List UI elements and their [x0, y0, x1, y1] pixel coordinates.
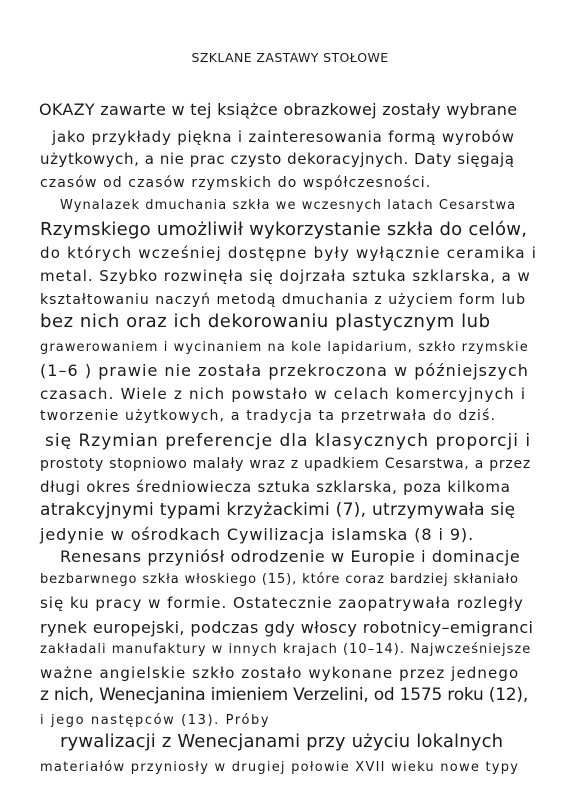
text-line: Wynalazek dmuchania szkła we wczesnych latach Cesarstwa — [60, 198, 517, 213]
text-line: czasów od czasów rzymskich do współczesności. — [40, 175, 432, 191]
text-line: prostoty stopniowo malały wraz z upadkiem Cesarstwa, a przez — [40, 456, 531, 472]
text-line: bezbarwnego szkła włoskiego (15), które coraz bardziej skłaniało — [40, 572, 519, 587]
text-line: Rzymskiego umożliwił wykorzystanie szkła do celów, — [40, 219, 528, 240]
text-line: materiałów przyniosły w drugiej połowie XVII wieku nowe typy — [40, 760, 520, 775]
text-line: grawerowaniem i wycinaniem na kole lapidarium, szkło rzymskie — [40, 340, 529, 355]
text-line: do których wcześniej dostępne były wyłącznie ceramika i — [40, 244, 538, 262]
text-line: czasach. Wiele z nich powstało w celach komercyjnych i — [40, 385, 527, 403]
text-line: metal. Szybko rozwinęła się dojrzała sztuka szklarska, a w — [40, 267, 531, 285]
text-line: i jego następców (13). Próby — [40, 713, 271, 728]
text-line: (1–6 ) prawie nie została przekroczona w późniejszych — [40, 361, 529, 380]
text-line: OKAZY zawarte w tej książce obrazkowej zostały wybrane — [39, 100, 518, 119]
text-line: tworzenie użytkowych, a tradycja ta przetrwała do dziś. — [40, 408, 497, 424]
text-line: ważne angielskie szkło zostało wykonane przez jednego — [40, 664, 520, 682]
text-line: bez nich oraz ich dekorowaniu plastycznym lub — [40, 311, 491, 332]
text-line: długi okres średniowiecza sztuka szklarska, poza kilkoma — [40, 478, 511, 496]
text-line: jako przykłady piękna i zainteresowania formą wyrobów — [52, 128, 515, 146]
text-line: się ku pracy w formie. Ostatecznie zaopatrywała rozległy — [40, 594, 524, 612]
text-line: kształtowaniu naczyń metodą dmuchania z użyciem form lub — [40, 292, 527, 308]
text-line: Renesans przyniósł odrodzenie w Europie i dominacje — [60, 547, 521, 566]
text-line: zakładali manufaktury w innych krajach (10–14). Najwcześniejsze — [40, 642, 532, 657]
text-line: z nich, Wenecjanina imieniem Verzelini, od 1575 roku (12), — [40, 685, 529, 705]
text-line: się Rzymian preferencje dla klasycznych proporcji i — [45, 431, 532, 451]
page-title: SZKLANE ZASTAWY STOŁOWE — [191, 50, 389, 65]
text-line: atrakcyjnymi typami krzyżackimi (7), utrzymywała się — [40, 500, 516, 520]
text-line: rynek europejski, podczas gdy włoscy robotnicy–emigranci — [40, 618, 534, 637]
text-line: jedynie w ośrodkach Cywilizacja islamska (8 i 9). — [40, 525, 475, 544]
text-line: użytkowych, a nie prac czysto dekoracyjnych. Daty sięgają — [40, 150, 515, 168]
text-line: rywalizacji z Wenecjanami przy użyciu lokalnych — [60, 731, 504, 752]
